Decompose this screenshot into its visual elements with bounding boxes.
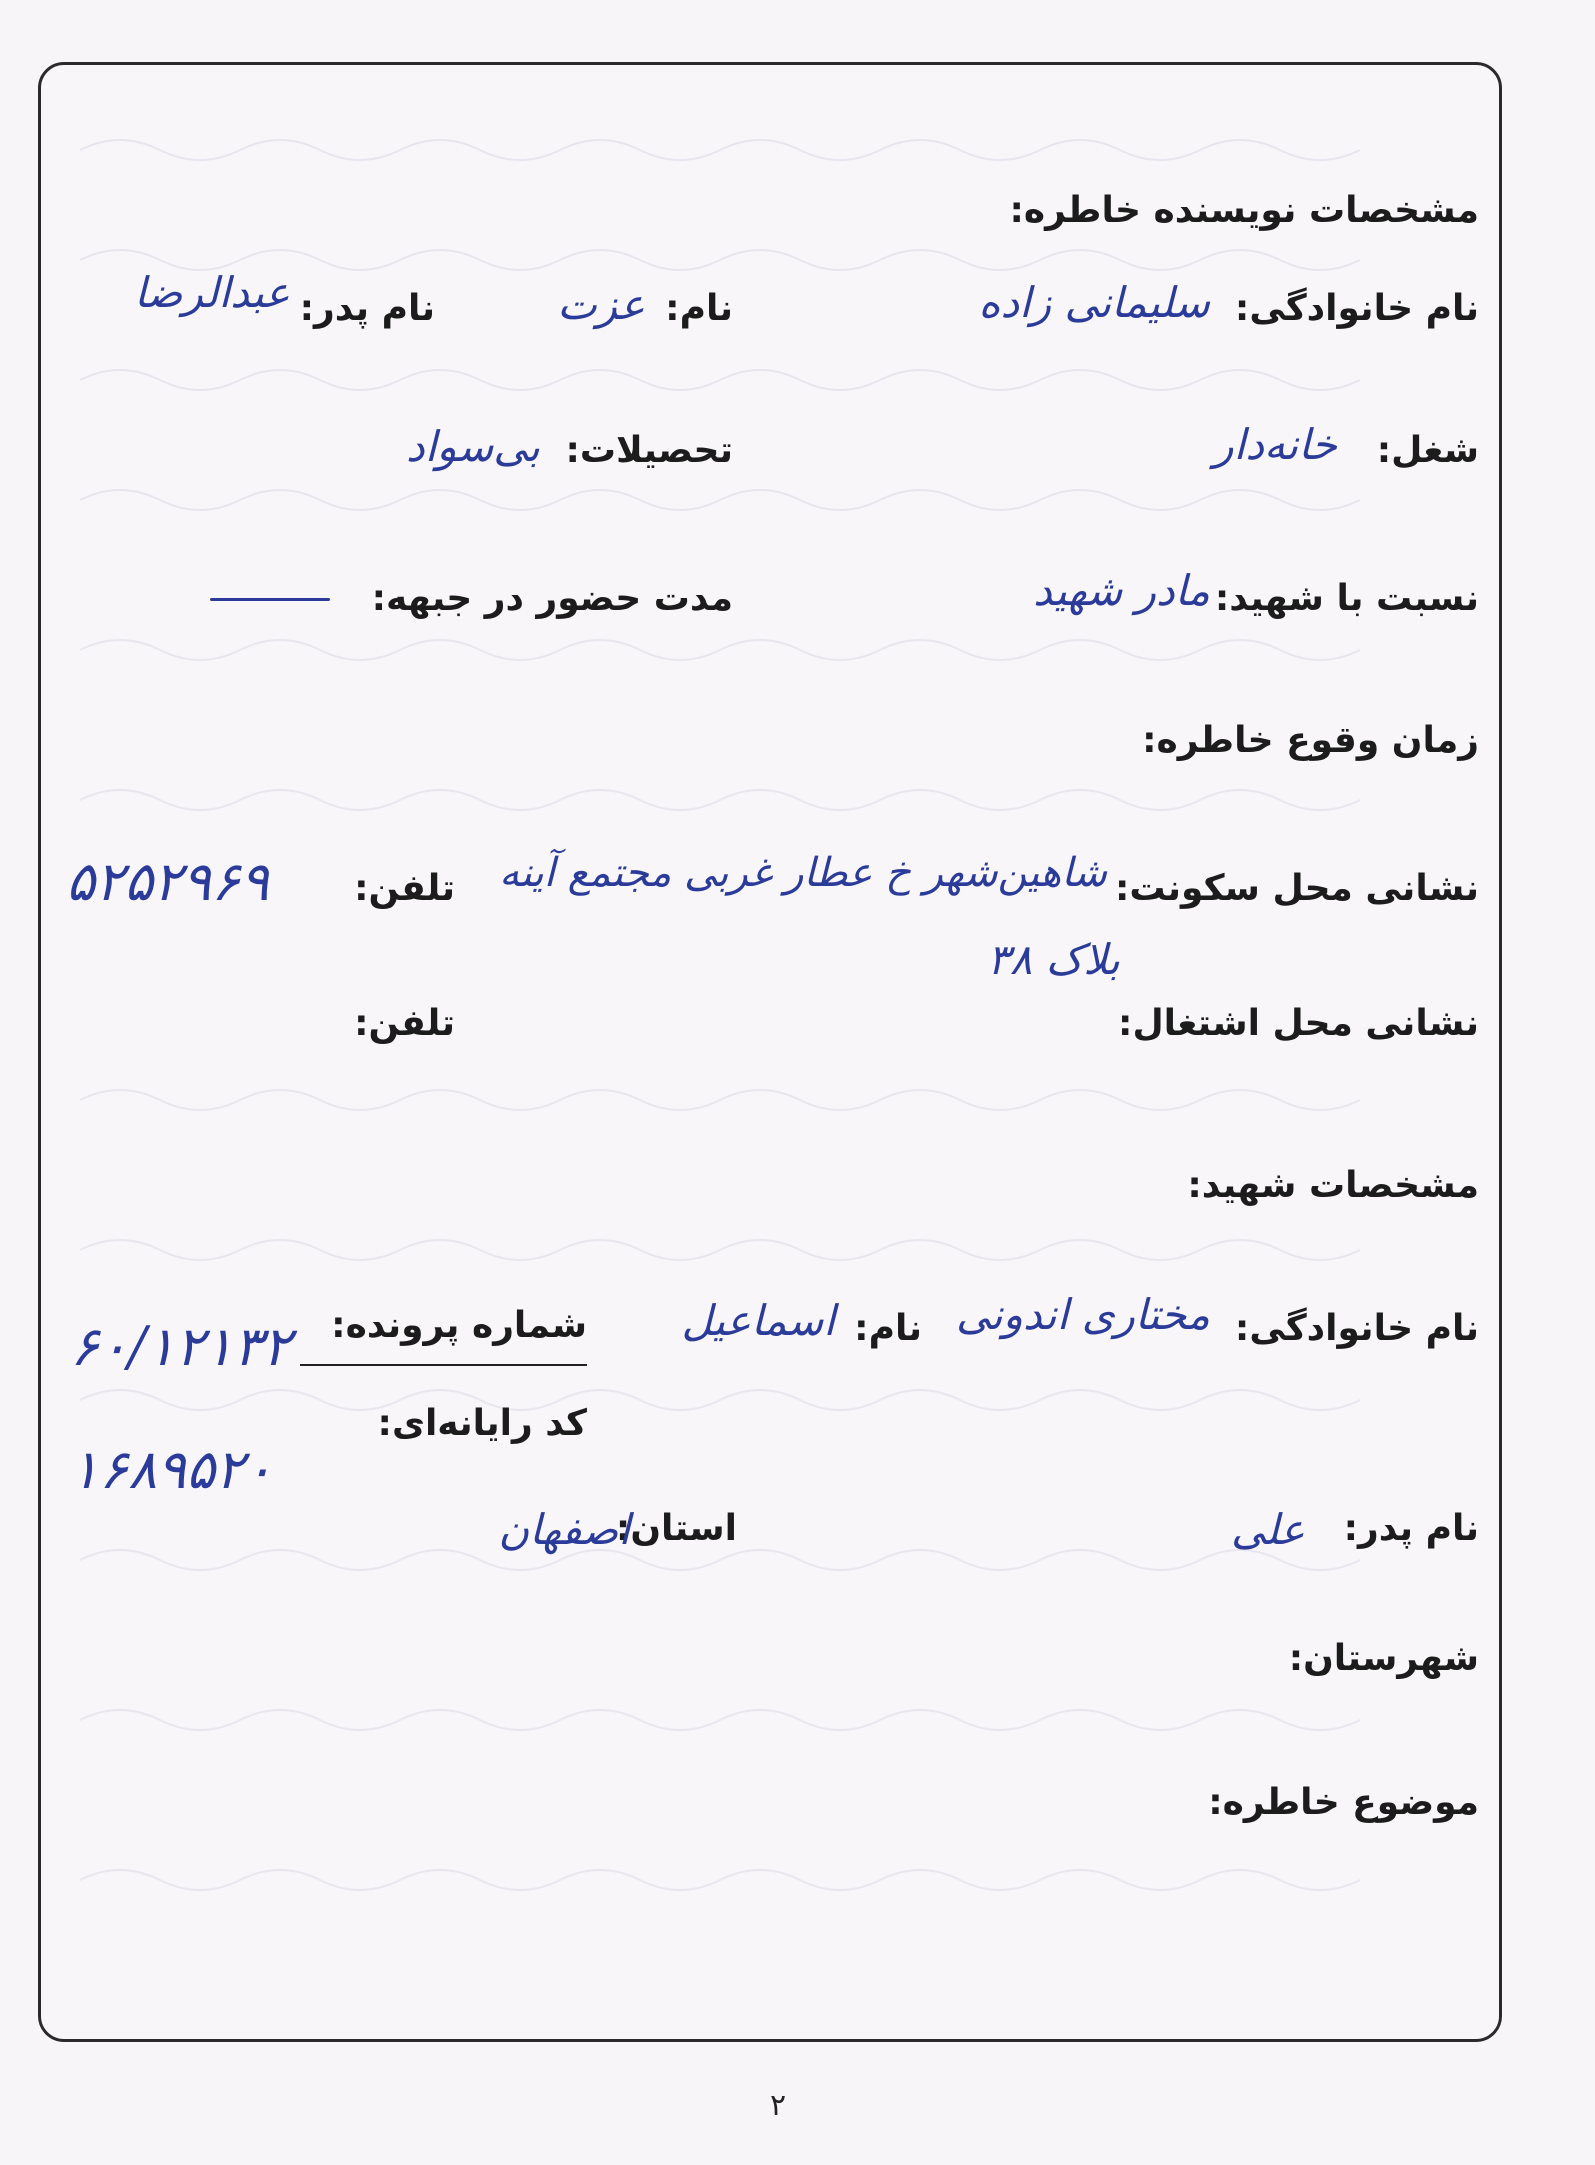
writer-first-name-value: عزت	[557, 280, 645, 329]
martyr-section-title: مشخصات شهید:	[1187, 1165, 1479, 1206]
file-number-value: ۶۰/۱۲۱۳۲	[70, 1315, 292, 1378]
home-phone-value: ۵۲۵۲۹۶۹	[66, 850, 270, 913]
form-frame	[38, 62, 1502, 2042]
page-number: ۲	[770, 2088, 787, 2123]
city-label: شهرستان:	[1288, 1638, 1479, 1679]
home-address-value-line2: بلاک ۳۸	[987, 935, 1120, 984]
martyr-first-name-label: نام:	[854, 1308, 922, 1349]
martyr-first-name-value: اسماعیل	[681, 1296, 835, 1345]
home-address-value: شاهین‌شهر خ عطار غربی مجتمع آینه	[499, 850, 1107, 896]
file-number-label: شماره پرونده:	[331, 1305, 587, 1346]
writer-family-name-value: سلیمانی زاده	[978, 278, 1210, 327]
education-value: بی‌سواد	[406, 422, 540, 471]
education-label: تحصیلات:	[565, 430, 733, 471]
martyr-father-name-value: علی	[1231, 1505, 1305, 1554]
relation-value: مادر شهید	[1033, 566, 1210, 615]
file-number-underline	[300, 1364, 587, 1366]
province-label: استان:	[615, 1508, 737, 1549]
work-address-label: نشانی محل اشتغال:	[1118, 1003, 1479, 1044]
home-address-label: نشانی محل سکونت:	[1115, 868, 1479, 909]
martyr-family-name-value: مختاری اندونی	[956, 1290, 1210, 1339]
writer-family-name-label: نام خانوادگی:	[1234, 288, 1479, 329]
martyr-father-name-label: نام پدر:	[1343, 1508, 1479, 1549]
job-label: شغل:	[1376, 430, 1479, 471]
work-phone-label: تلفن:	[354, 1003, 455, 1044]
computer-code-label: کد رایانه‌ای:	[377, 1403, 587, 1444]
writer-father-name-label: نام پدر:	[299, 288, 435, 329]
memory-topic-label: موضوع خاطره:	[1208, 1782, 1479, 1823]
writer-first-name-label: نام:	[665, 288, 733, 329]
province-value: اصفهان	[498, 1505, 630, 1554]
writer-section-title: مشخصات نویسنده خاطره:	[1009, 190, 1479, 231]
relation-label: نسبت با شهید:	[1214, 578, 1479, 619]
writer-father-name-value: عبدالرضا	[134, 268, 290, 317]
front-duration-label: مدت حضور در جبهه:	[371, 578, 733, 619]
home-phone-label: تلفن:	[354, 868, 455, 909]
martyr-family-name-label: نام خانوادگی:	[1234, 1308, 1479, 1349]
front-duration-dash	[210, 598, 330, 601]
computer-code-value: ۱۶۸۹۵۲۰	[70, 1438, 274, 1501]
job-value: خانه‌دار	[1213, 420, 1337, 469]
memory-time-label: زمان وقوع خاطره:	[1142, 720, 1479, 761]
